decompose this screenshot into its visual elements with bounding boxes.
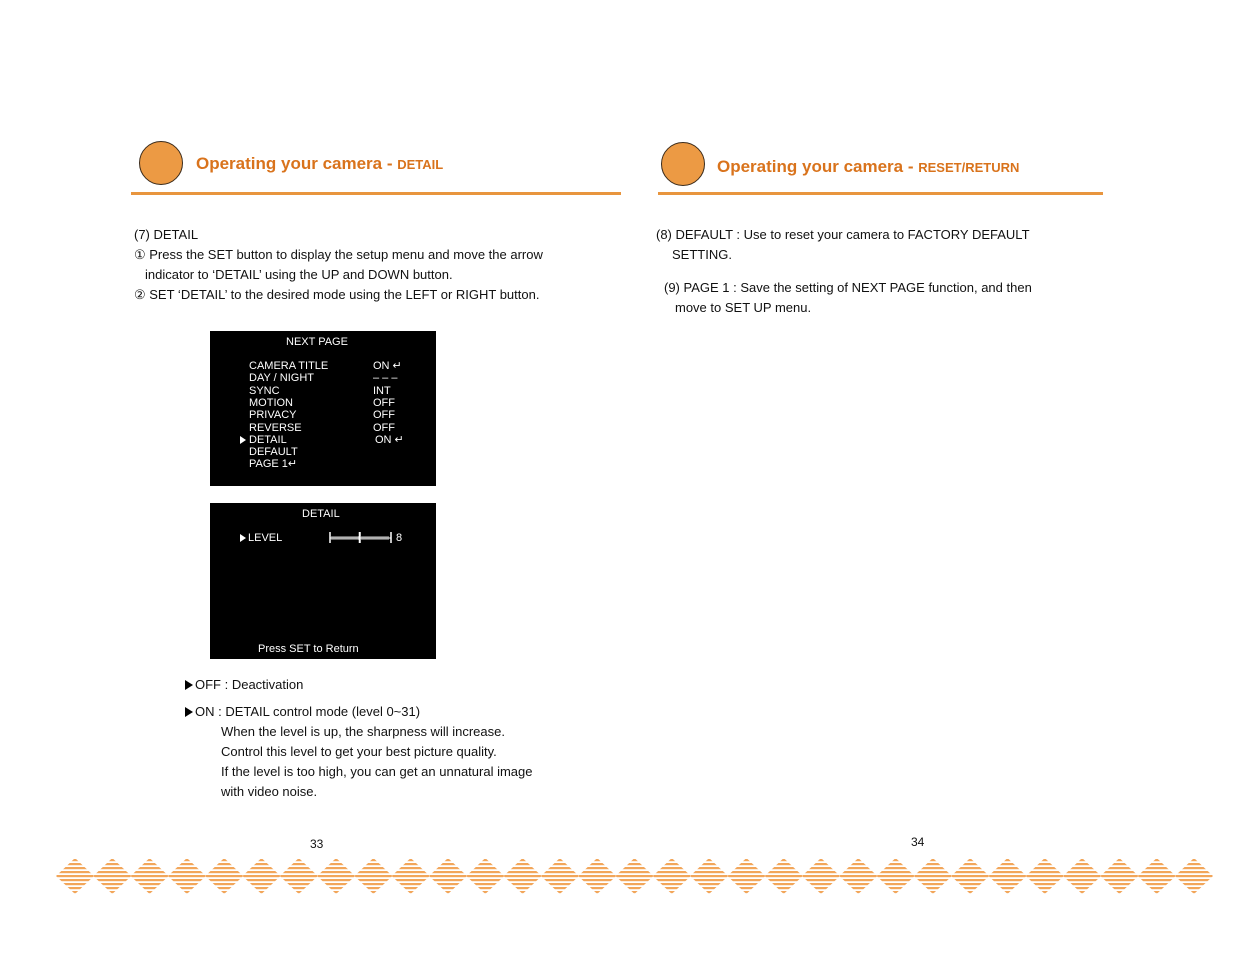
level-value: 8 xyxy=(396,532,403,544)
note-on-text: ON : DETAIL control mode (level 0~31) xyxy=(195,704,421,719)
note-off xyxy=(185,675,303,695)
diamond-ornament xyxy=(168,858,206,894)
diamond-ornament xyxy=(243,858,281,894)
diamond-ornament xyxy=(1026,858,1064,894)
item-8-line-1: (8) DEFAULT : Use to reset your camera to FACTORY DEFAULT xyxy=(656,227,1030,242)
level-slider xyxy=(328,530,394,544)
note-on-line-4: with video noise. xyxy=(221,784,318,799)
section-bullet-icon xyxy=(661,142,705,186)
diamond-ornament xyxy=(541,858,579,894)
diamond-ornament xyxy=(56,858,94,894)
diamond-ornament xyxy=(392,858,430,894)
item-8-line-2: SETTING. xyxy=(672,247,732,262)
diamond-ornament xyxy=(1175,858,1213,894)
page-title-right-text: Operating your camera - xyxy=(717,157,919,176)
level-label: LEVEL xyxy=(248,532,283,544)
diamond-ornament xyxy=(317,858,355,894)
diamond-ornament xyxy=(653,858,691,894)
diamond-ornament xyxy=(578,858,616,894)
note-on-line-2: Control this level to get your best picture quality. xyxy=(221,744,497,759)
menu-item-label: DEFAULT xyxy=(249,446,298,459)
step-1-line-1: ① Press the SET button to display the setup menu and move the arrow xyxy=(134,247,543,262)
decorative-diamond-border xyxy=(0,855,1235,897)
diamond-ornament xyxy=(690,858,728,894)
header-rule-right xyxy=(658,192,1103,195)
item-9-line-1: (9) PAGE 1 : Save the setting of NEXT PAGE function, and then xyxy=(664,280,1032,295)
menu-item-label: SYNC xyxy=(249,384,280,397)
diamond-ornament xyxy=(93,858,131,894)
page-number-left: 33 xyxy=(310,837,324,851)
menu-item-value: ON ↵ xyxy=(375,433,404,446)
note-on-line-3: If the level is too high, you can get an unnatural image xyxy=(221,764,533,779)
diamond-ornament xyxy=(877,858,915,894)
diamond-ornament xyxy=(727,858,765,894)
step-1-line-2: indicator to ‘DETAIL’ using the UP and DOWN button. xyxy=(145,267,453,282)
selector-arrow-icon xyxy=(240,534,246,542)
menu-item-label: CAMERA TITLE xyxy=(249,360,329,372)
diamond-ornament xyxy=(1100,858,1138,894)
diamond-ornament xyxy=(839,858,877,894)
menu-screen xyxy=(210,331,436,486)
item-9-line-2: move to SET UP menu. xyxy=(675,300,812,315)
menu-item-value: OFF xyxy=(373,396,395,409)
header-rule-left xyxy=(131,192,621,195)
step-2: ② SET ‘DETAIL’ to the desired mode using the LEFT or RIGHT button. xyxy=(134,287,540,302)
page-number-right: 34 xyxy=(911,835,925,849)
bullet-arrow-icon xyxy=(185,707,193,717)
diamond-ornament xyxy=(1063,858,1101,894)
diamond-ornament xyxy=(205,858,243,894)
diamond-ornament xyxy=(504,858,542,894)
diamond-ornament xyxy=(354,858,392,894)
section-heading: (7) DETAIL xyxy=(134,227,199,242)
menu-item-value: OFF xyxy=(373,421,395,434)
diamond-ornament xyxy=(429,858,467,894)
page-title-left xyxy=(196,154,443,174)
menu-item-label: REVERSE xyxy=(249,421,302,434)
page-title-left-text: Operating your camera - xyxy=(196,154,398,173)
diamond-ornament xyxy=(951,858,989,894)
menu-item-value: OFF xyxy=(373,409,395,422)
menu-item-label: MOTION xyxy=(249,396,293,409)
note-on-line-1: When the level is up, the sharpness will increase. xyxy=(221,724,505,739)
menu-item-value: ON ↵ xyxy=(373,360,402,372)
bullet-arrow-icon xyxy=(185,680,193,690)
diamond-ornament xyxy=(131,858,169,894)
detail-screen xyxy=(210,503,436,659)
page-title-right xyxy=(717,157,1019,177)
diamond-ornament xyxy=(765,858,803,894)
page-title-left-sub: DETAIL xyxy=(397,157,444,172)
diamond-ornament xyxy=(466,858,504,894)
menu-item-label: PRIVACY xyxy=(249,409,297,422)
menu-item-value: – – – xyxy=(373,372,398,385)
section-bullet-icon xyxy=(139,141,183,185)
diamond-ornament xyxy=(1138,858,1176,894)
diamond-ornament xyxy=(989,858,1027,894)
menu-item-label: DETAIL xyxy=(249,433,287,446)
note-off-text: OFF : Deactivation xyxy=(195,677,304,692)
menu-screen-title: NEXT PAGE xyxy=(286,336,348,348)
page-title-right-sub: RESET/RETURN xyxy=(918,160,1020,175)
diamond-ornament xyxy=(280,858,318,894)
menu-item-value: INT xyxy=(373,384,391,397)
menu-item-label: DAY / NIGHT xyxy=(249,372,314,385)
selector-arrow-icon xyxy=(240,436,246,444)
detail-screen-title: DETAIL xyxy=(302,508,340,520)
detail-screen-footer: Press SET to Return xyxy=(258,643,359,655)
note-on xyxy=(185,702,420,722)
diamond-ornament xyxy=(802,858,840,894)
diamond-ornament xyxy=(914,858,952,894)
diamond-ornament xyxy=(616,858,654,894)
menu-item-label: PAGE 1↵ xyxy=(249,458,298,471)
